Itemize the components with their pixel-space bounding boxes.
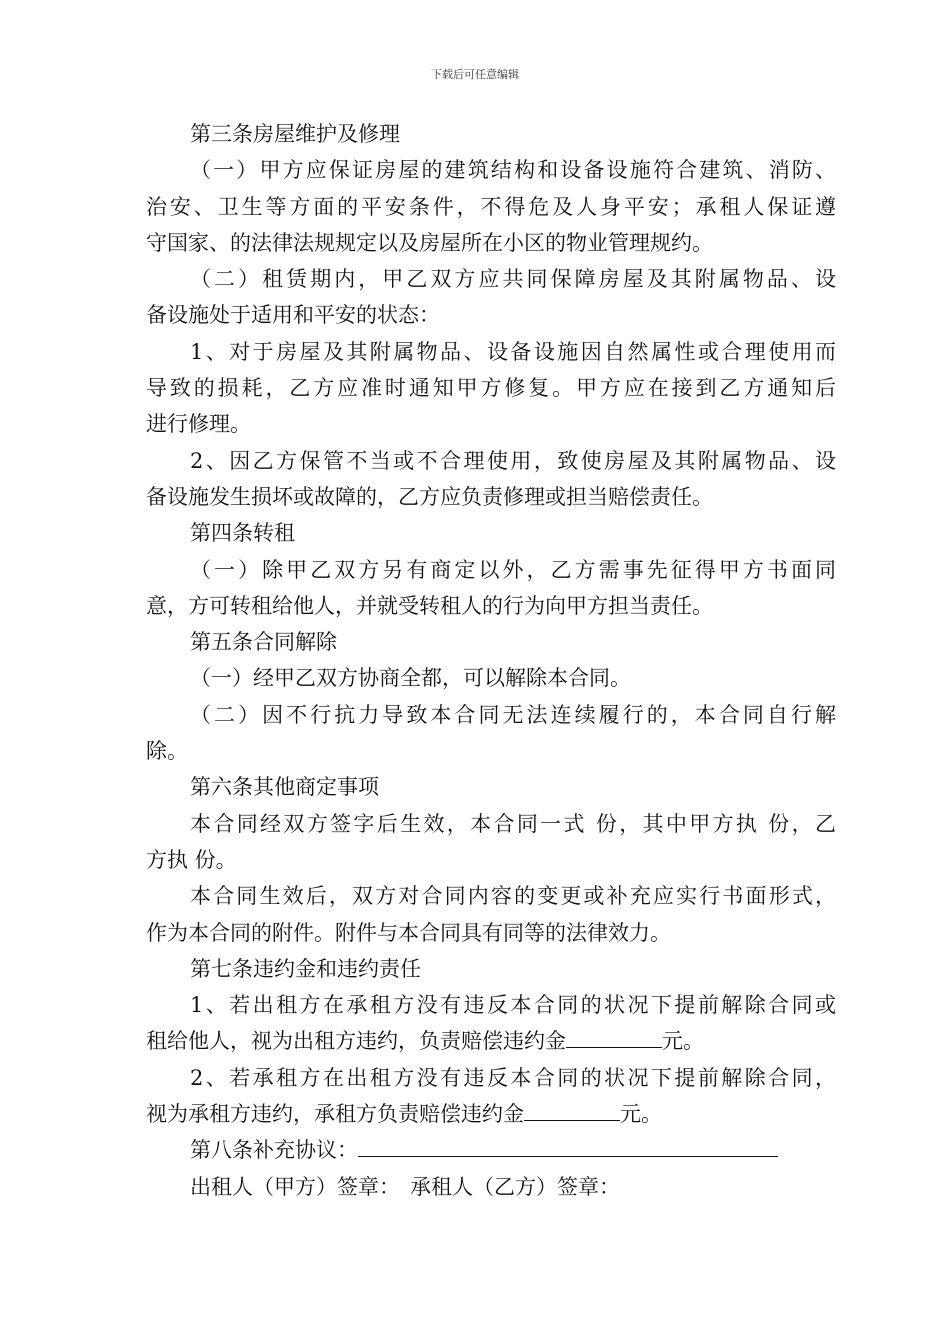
paragraph-line [146, 1023, 836, 1059]
article-8-heading: 第八条补充协议： [190, 1138, 358, 1163]
paragraph-line: 除。 [146, 739, 188, 764]
paragraph-line: 进行修理。 [146, 412, 251, 437]
lessee-signature-label: 承租人（乙方）签章： [410, 1174, 620, 1199]
currency-unit: 元。 [620, 1102, 662, 1127]
lessor-signature-label: 出租人（甲方）签章： [190, 1174, 400, 1199]
article-5-heading: 第五条合同解除 [190, 630, 337, 655]
paragraph-line: 本合同生效后，双方对合同内容的变更或补充应实行书面形式， [190, 884, 836, 909]
paragraph-text: 租给他人，视为出租方违约，负责赔偿违约金 [146, 1029, 566, 1054]
contract-body [146, 116, 836, 1205]
paragraph-line: 导致的损耗，乙方应准时通知甲方修复。甲方应在接到乙方通知后 [146, 376, 836, 401]
paragraph-line: 2、若承租方在出租方没有违反本合同的状况下提前解除合同， [190, 1065, 836, 1090]
paragraph-line [146, 1096, 836, 1132]
paragraph-line: 备设施处于适用和平安的状态： [146, 303, 440, 328]
article-4-heading: 第四条转租 [190, 521, 295, 546]
article-7-heading: 第七条违约金和违约责任 [190, 956, 421, 981]
article-6-heading: 第六条其他商定事项 [190, 775, 379, 800]
paragraph-line: （二）租赁期内，甲乙双方应共同保障房屋及其附属物品、设 [190, 267, 836, 292]
paragraph-line: 1、对于房屋及其附属物品、设备设施因自然属性或合理使用而 [190, 339, 836, 364]
paragraph-line: 意，方可转租给他人，并就受转租人的行为向甲方担当责任。 [146, 593, 713, 618]
penalty-amount-blank [566, 1025, 662, 1048]
paragraph-line: 方执 份。 [146, 847, 237, 872]
supplement-blank [358, 1134, 778, 1157]
paragraph-line: （一）除甲乙双方另有商定以外，乙方需事先征得甲方书面同 [190, 557, 836, 582]
paragraph-line: （一）甲方应保证房屋的建筑结构和设备设施符合建筑、消防、 [190, 158, 836, 183]
paragraph-line: 守国家、的法律法规规定以及房屋所在小区的物业管理规约。 [146, 230, 713, 255]
currency-unit: 元。 [662, 1029, 704, 1054]
paragraph-line: 治安、卫生等方面的平安条件，不得危及人身平安；承租人保证遵 [146, 194, 836, 219]
paragraph-line: 2、因乙方保管不当或不合理使用，致使房屋及其附属物品、设 [190, 448, 836, 473]
signature-line [146, 1169, 836, 1205]
page-header: 下载后可任意编辑 [431, 68, 519, 81]
paragraph-text: 视为承租方违约，承租方负责赔偿违约金 [146, 1102, 524, 1127]
article-8-line [146, 1132, 836, 1168]
article-3-heading: 第三条房屋维护及修理 [190, 122, 400, 146]
paragraph-line: 作为本合同的附件。附件与本合同具有同等的法律效力。 [146, 920, 671, 945]
paragraph-line: （一）经甲乙双方协商全都，可以解除本合同。 [190, 666, 631, 691]
paragraph-line: 本合同经双方签字后生效，本合同一式 份，其中甲方执 份，乙 [190, 811, 836, 836]
paragraph-line: 1、若出租方在承租方没有违反本合同的状况下提前解除合同或 [190, 993, 836, 1018]
paragraph-line: 备设施发生损坏或故障的，乙方应负责修理或担当赔偿责任。 [146, 484, 713, 509]
penalty-amount-blank [524, 1098, 620, 1121]
paragraph-line: （二）因不行抗力导致本合同无法连续履行的，本合同自行解 [190, 702, 836, 727]
